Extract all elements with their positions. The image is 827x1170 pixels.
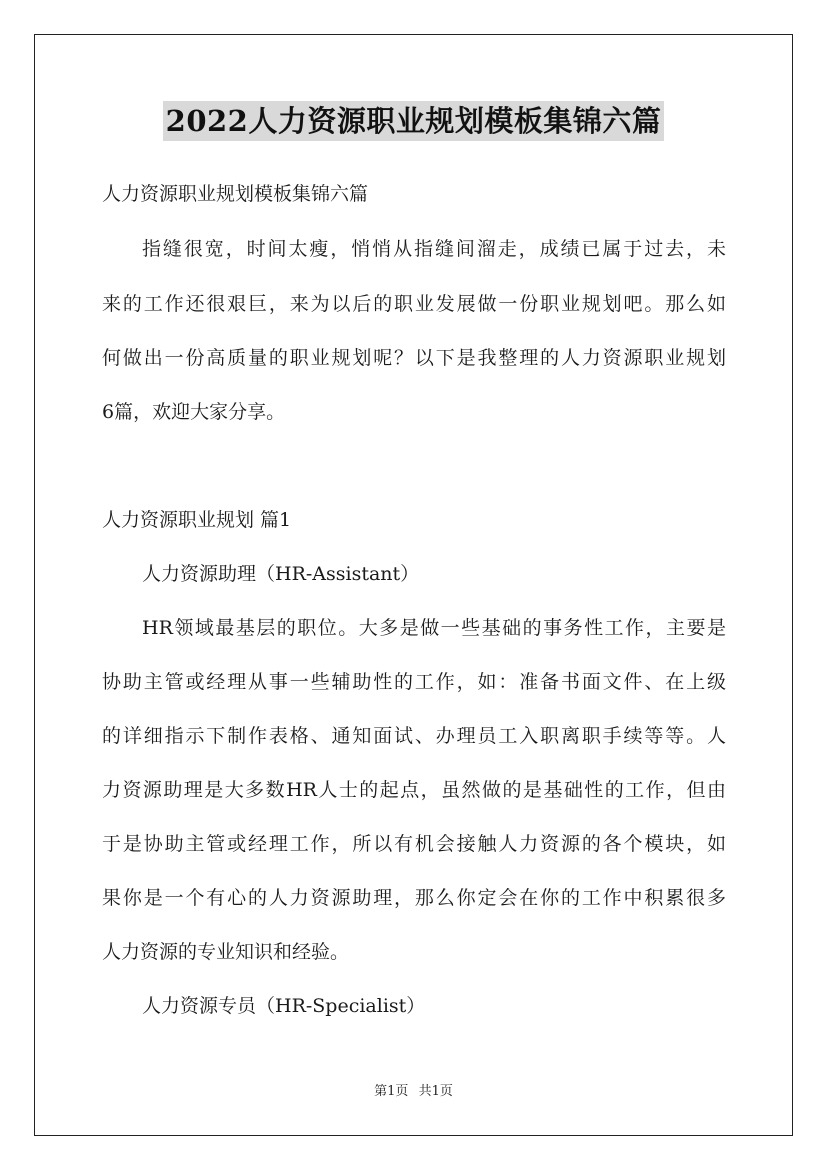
role-heading: 人力资源助理（HR-Assistant） — [142, 563, 420, 585]
section-heading: 人力资源职业规划 篇1 — [102, 509, 292, 531]
role-paragraph-line: 于是协助主管或经理工作，所以有机会接触人力资源的各个模块，如 — [102, 833, 726, 855]
document-title: 2022人力资源职业规划模板集锦六篇 — [163, 101, 665, 141]
role-paragraph-line: 力资源助理是大多数HR人士的起点，虽然做的是基础性的工作，但由 — [102, 779, 726, 801]
title-container — [0, 101, 827, 141]
page-number: 第1页 — [374, 1084, 409, 1099]
intro-line: 6篇，欢迎大家分享。 — [102, 401, 286, 423]
role-paragraph-line: 人力资源的专业知识和经验。 — [102, 941, 350, 963]
page-footer — [0, 1083, 827, 1101]
role-paragraph-line: HR领域最基层的职位。大多是做一些基础的事务性工作，主要是 — [142, 617, 726, 639]
subtitle: 人力资源职业规划模板集锦六篇 — [102, 183, 369, 205]
intro-line: 何做出一份高质量的职业规划呢？以下是我整理的人力资源职业规划 — [102, 347, 726, 369]
intro-line: 来的工作还很艰巨，来为以后的职业发展做一份职业规划吧。那么如 — [102, 293, 726, 315]
page-total: 共1页 — [418, 1084, 453, 1099]
role-heading: 人力资源专员（HR-Specialist） — [142, 995, 426, 1017]
role-paragraph-line: 协助主管或经理从事一些辅助性的工作，如：准备书面文件、在上级 — [102, 671, 726, 693]
intro-line: 指缝很宽，时间太瘦，悄悄从指缝间溜走，成绩已属于过去，未 — [142, 238, 726, 260]
role-paragraph-line: 果你是一个有心的人力资源助理，那么你定会在你的工作中积累很多 — [102, 887, 726, 909]
role-paragraph-line: 的详细指示下制作表格、通知面试、办理员工入职离职手续等等。人 — [102, 725, 726, 747]
